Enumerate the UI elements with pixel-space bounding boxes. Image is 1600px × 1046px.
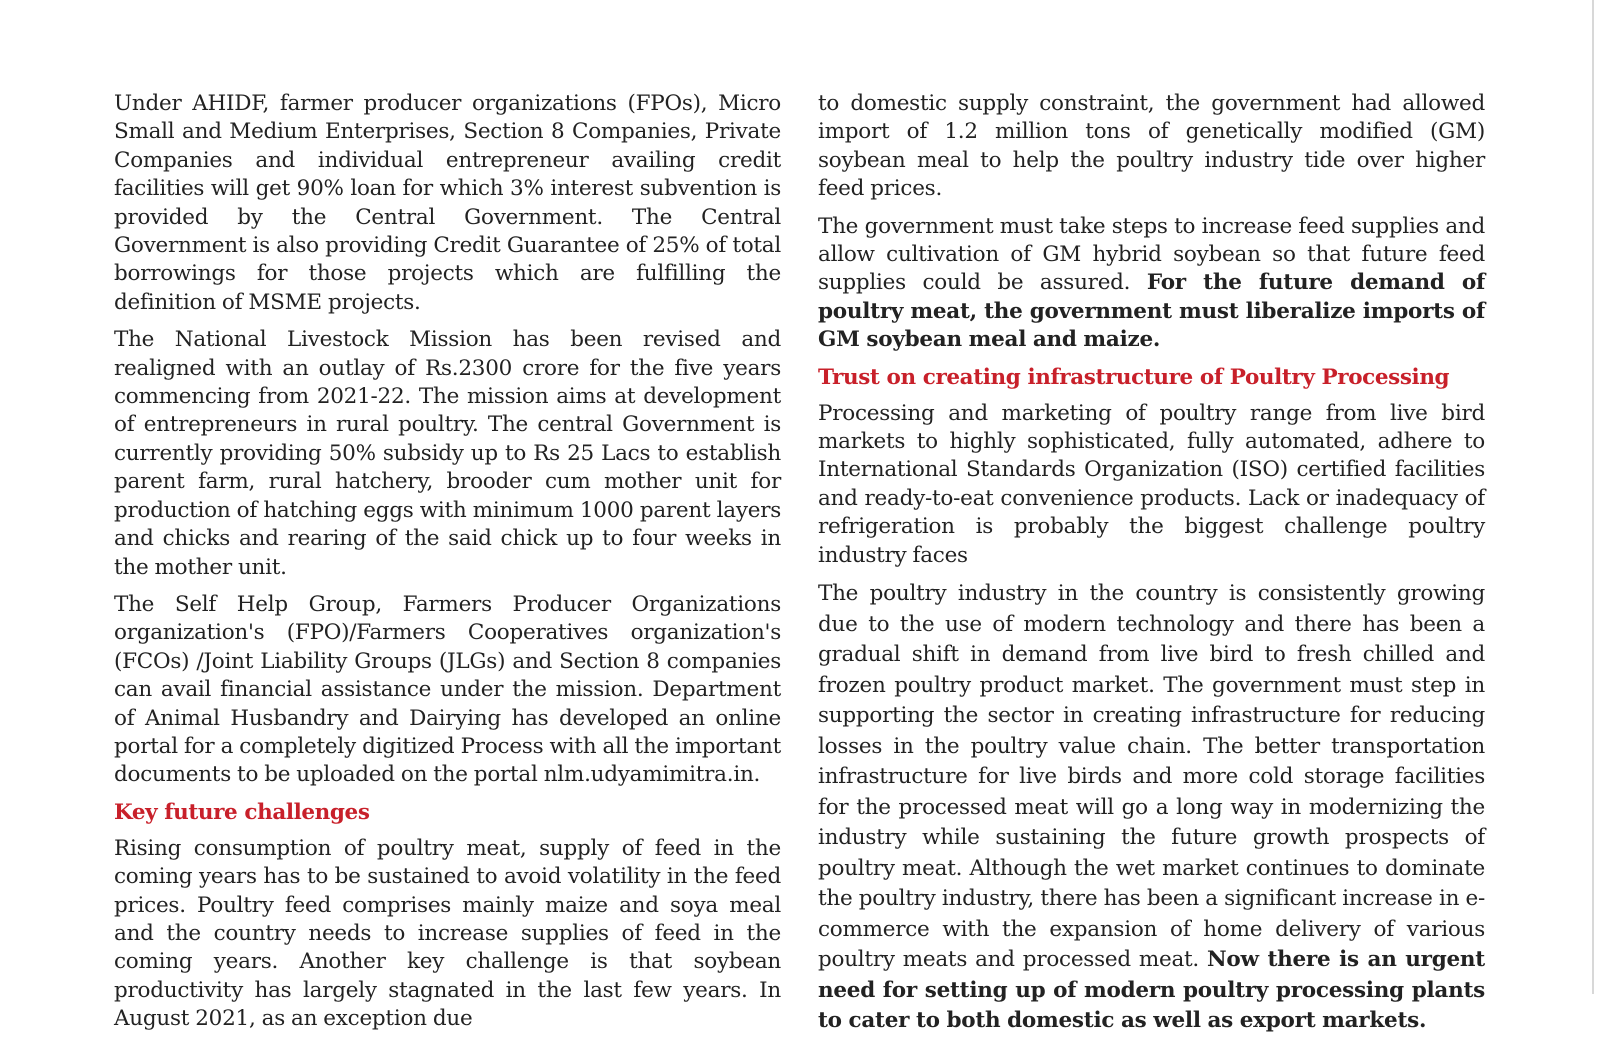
paragraph-rising-consumption: Rising consumption of poultry meat, supply of feed in the coming years has to be sustained to avoid volatility in the feed prices. Poultry feed comprises mainly maize and soya meal and the country needs to increase supplies of feed in the coming years. Another key challenge is that soybean productivity has largely stagnated in the last few years. In August 2021, as an exception due: [114, 835, 781, 1032]
feed-supplies-emphasis: For the future demand of poultry meat, the government must liberalize imports of GM soybean meal and maize.: [818, 270, 1485, 353]
industry-growth-text: The poultry industry in the country is consistently growing due to the use of modern technology and there has been a gradual shift in demand from live bird to fresh chilled and frozen poultry product market. The government must step in supporting the sector in creating infrastructure for reducing losses in the poultry value chain. The better transportation infrastructure for live birds and more cold storage facilities for the processed meat will go a long way in modernizing the industry while sustaining the future growth prospects of poultry meat. Although the wet market continues to dominate the poultry industry, there has been a significant increase in e-commerce with the expansion of home delivery of various poultry meats and processed meat.: [818, 581, 1485, 973]
page-edge-divider: [1592, 0, 1594, 994]
heading-poultry-processing: Trust on creating infrastructure of Poultry Processing: [818, 364, 1450, 390]
paragraph-domestic-supply: to domestic supply constraint, the government had allowed import of 1.2 million tons of genetically modified (GM) soybean meal to help the poultry industry tide over higher feed prices.: [818, 91, 1485, 202]
paragraph-processing-marketing: Processing and marketing of poultry range from live bird markets to highly sophisticated, fully automated, adhere to International Standards Organization (ISO) certified facilities and ready-to-eat convenience products. Lack or inadequacy of refrigeration is probably the biggest challenge poultry industry faces: [818, 400, 1485, 568]
feed-supplies-text: The government must take steps to increase feed supplies and allow cultivation of GM hybrid soybean so that future feed supplies could be assured.: [818, 213, 1485, 296]
industry-growth-emphasis: Now there is an urgent need for setting up of modern poultry processing plants to cater to both domestic as well as export markets.: [818, 947, 1485, 1034]
paragraph-livestock-mission: The National Livestock Mission has been revised and realigned with an outlay of Rs.2300 crore for the five years commencing from 2021-22. The mission aims at development of entrepreneurs in rural poultry. The central Government is currently providing 50% subsidy up to Rs 25 Lacs to establish parent farm, rural hatchery, brooder cum mother unit for production of hatching eggs with minimum 1000 parent layers and chicks and rearing of the said chick up to four weeks in the mother unit.: [114, 327, 781, 580]
heading-key-future-challenges: Key future challenges: [114, 799, 370, 825]
paragraph-feed-supplies: [818, 213, 1485, 355]
paragraph-industry-growth: [818, 579, 1485, 1037]
paragraph-ahidf: Under AHIDF, farmer producer organizations (FPOs), Micro Small and Medium Enterprises, Section 8 Companies, Private Companies and individual entrepreneur availing credit facilities will get 90% loan for which 3% interest subvention is provided by the Central Government. The Central Government is also providing Credit Guarantee of 25% of total borrowings for those projects which are fulfilling the definition of MSME projects.: [114, 91, 781, 315]
right-column: [818, 90, 1485, 1046]
paragraph-self-help-group: The Self Help Group, Farmers Producer Organizations organization's (FPO)/Farmers Cooperatives organization's (FCOs) /Joint Liability Groups (JLGs) and Section 8 companies can avail financial assistance under the mission. Department of Animal Husbandry and Dairying has developed an online portal for a completely digitized Process with all the important documents to be uploaded on the portal nlm.udyamimitra.in.: [114, 591, 781, 788]
left-column: [114, 90, 781, 1043]
